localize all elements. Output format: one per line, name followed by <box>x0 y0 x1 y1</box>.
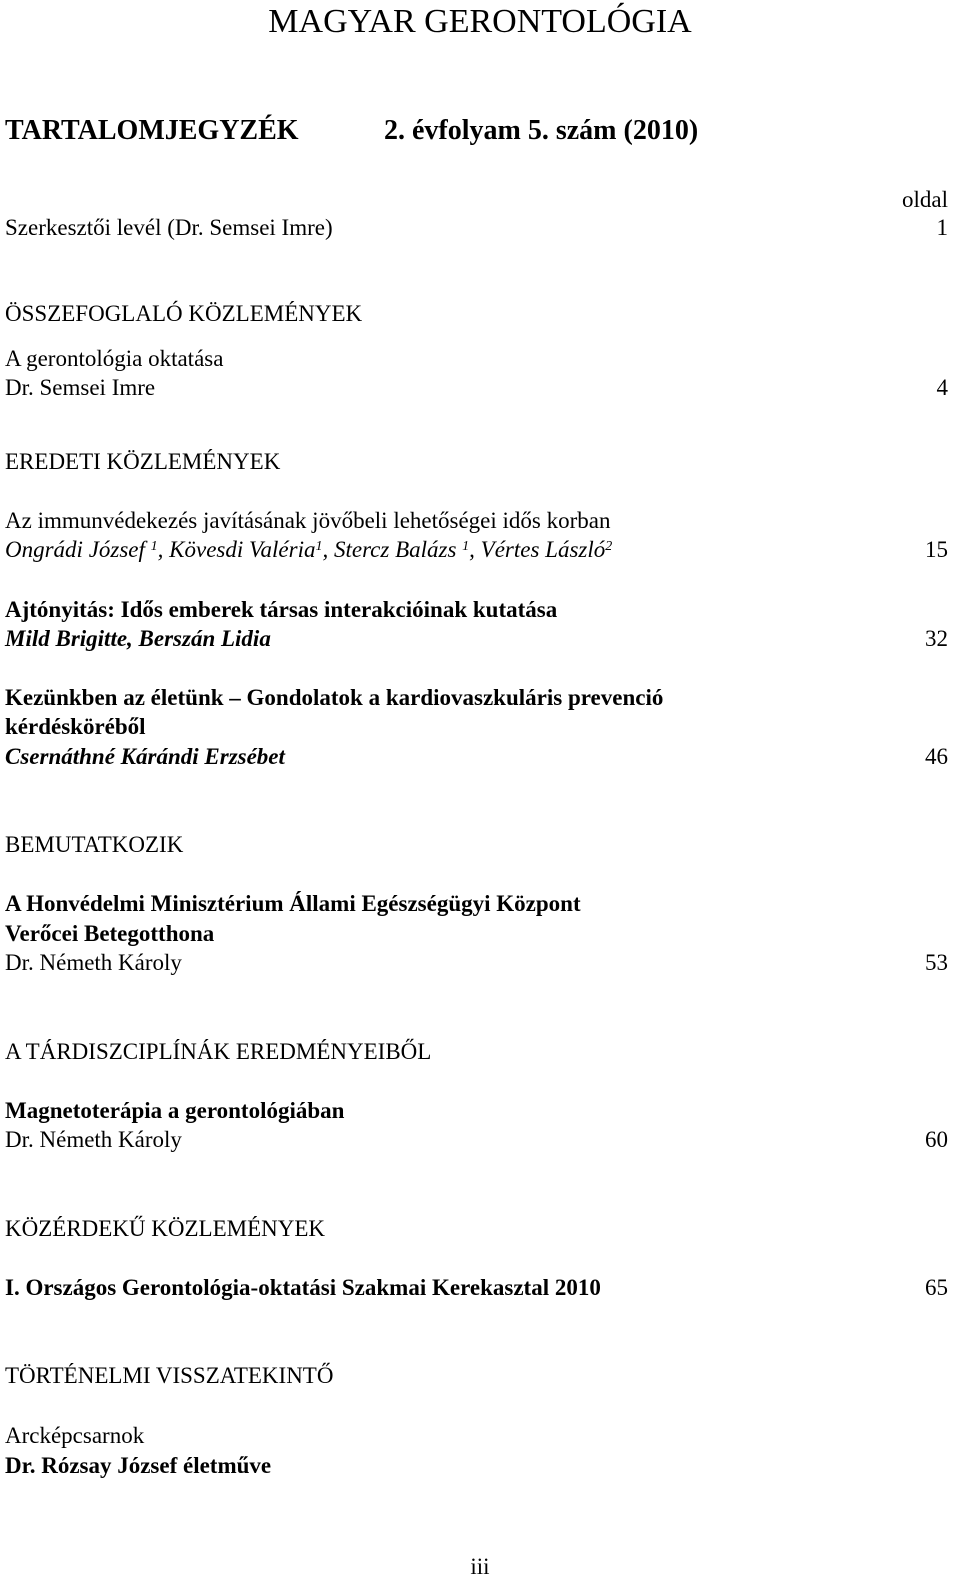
entry-title: I. Országos Gerontológia-oktatási Szakmai Kerekasztal 2010 <box>5 1275 601 1300</box>
page-number: iii <box>470 1554 490 1579</box>
entry-title-cont: kérdésköréből <box>5 714 146 739</box>
entry-author: Csernáthné Kárándi Erzsébet <box>5 744 285 769</box>
entry-title: A Honvédelmi Minisztérium Állami Egészségügyi Központ <box>5 891 581 916</box>
journal-title: MAGYAR GERONTOLÓGIA <box>268 3 692 40</box>
entry-author: Mild Brigitte, Berszán Lidia <box>5 626 271 651</box>
entry-author-line <box>5 743 948 771</box>
entry-page: 60 <box>925 1127 948 1152</box>
entry-title: Dr. Rózsay József életműve <box>5 1453 272 1478</box>
section-heading-history: TÖRTÉNELMI VISSZATEKINTŐ <box>5 1363 334 1388</box>
section-heading-original: EREDETI KÖZLEMÉNYEK <box>5 449 281 474</box>
entry-page: 4 <box>936 375 948 400</box>
section-heading-presents: BEMUTATKOZIK <box>5 832 184 857</box>
toc-title: TARTALOMJEGYZÉK <box>5 115 299 146</box>
entry-page: 32 <box>925 626 948 651</box>
entry-title: Kezünkben az életünk – Gondolatok a kardiovaszkuláris prevenció <box>5 685 664 710</box>
entry-author-line <box>5 625 948 653</box>
entry-author: Dr. Németh Károly <box>5 950 182 975</box>
entry-line <box>5 1274 948 1302</box>
volume-info: 2. évfolyam 5. szám (2010) <box>384 115 699 146</box>
entry-subheading: Arcképcsarnok <box>5 1423 145 1448</box>
entry-title: Az immunvédekezés javításának jövőbeli lehetőségei idős korban <box>5 508 611 533</box>
section-heading-interdisciplinary: A TÁRDISZCIPLÍNÁK EREDMÉNYEIBŐL <box>5 1039 432 1064</box>
section-heading-review: ÖSSZEFOGLALÓ KÖZLEMÉNYEK <box>5 301 363 326</box>
entry-page: 46 <box>925 744 948 769</box>
entry-page: 65 <box>925 1275 948 1300</box>
entry-author-line <box>5 374 948 402</box>
editorial-title: Szerkesztői levél (Dr. Semsei Imre) <box>5 215 333 240</box>
editorial-page: 1 <box>936 215 948 240</box>
editorial-entry <box>5 214 948 242</box>
entry-title: Magnetoterápia a gerontológiában <box>5 1098 345 1123</box>
entry-author-line <box>5 536 948 564</box>
entry-author: Ongrádi József $^1$, Kövesdi Valéria$^1$, Stercz Balázs $^1$, Vértes László$^2$ <box>5 537 613 562</box>
section-heading-public: KÖZÉRDEKŰ KÖZLEMÉNYEK <box>5 1216 326 1241</box>
entry-author-line <box>5 1126 948 1154</box>
entry-author: Dr. Semsei Imre <box>5 375 156 400</box>
entry-page: 53 <box>925 950 948 975</box>
entry-title: Ajtónyitás: Idős emberek társas interakcióinak kutatása <box>5 597 558 622</box>
entry-page: 15 <box>925 537 948 562</box>
entry-title-cont: Verőcei Betegotthona <box>5 921 215 946</box>
entry-author: Dr. Németh Károly <box>5 1127 182 1152</box>
entry-author-line <box>5 949 948 977</box>
entry-title: A gerontológia oktatása <box>5 346 224 371</box>
